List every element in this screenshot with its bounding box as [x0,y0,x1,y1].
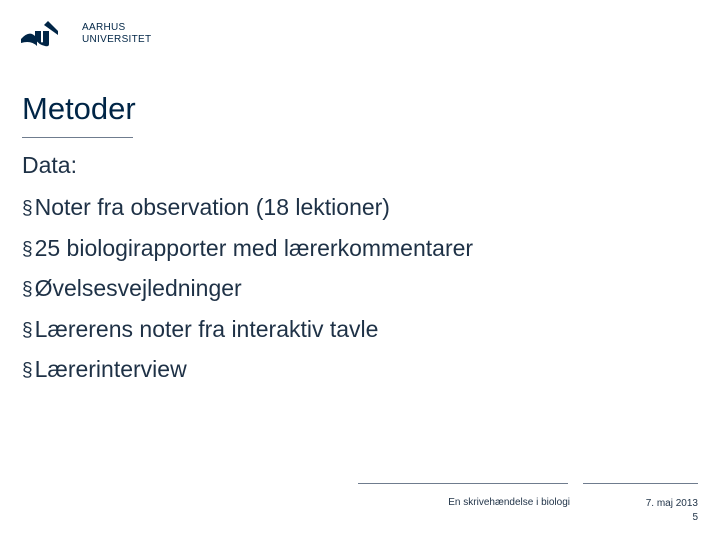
data-label: Data: [22,152,77,178]
title-divider [22,137,133,138]
bullet-item [22,269,473,310]
university-logo-icon [20,21,58,47]
bullet-mark: § [22,279,33,300]
bullet-text: 25 biologirapporter med lærerkommentarer [34,234,474,261]
footer-meta [646,497,698,525]
bullet-mark: § [22,319,33,341]
footer-caption: En skrivehændelse i biologi [448,497,570,508]
bullet-item [22,188,473,229]
footer-date: 7. maj 2013 [645,498,698,509]
bullet-item [22,310,473,351]
bullet-item [22,229,473,270]
logo-line-2: UNIVERSITET [82,34,152,45]
aarhus-university-logo [20,18,150,58]
bullet-mark: § [22,198,33,219]
bullet-text: Øvelsesvejledninger [34,275,242,301]
page-number: 5 [692,512,698,523]
bullet-item [22,350,473,391]
bullet-list [22,188,473,391]
bullet-text: Lærerinterview [34,356,187,382]
bullet-mark: § [22,238,33,260]
slide-content [22,148,473,391]
bullet-text: Noter fra observation (18 lektioner) [34,194,390,220]
footer-divider-right [583,483,698,484]
slide-title: Metoder [22,91,136,126]
logo-text [82,22,151,46]
logo-line-1: AARHUS [82,22,126,33]
bullet-mark: § [22,360,33,381]
bullet-text: Lærerens noter fra interaktiv tavle [34,315,379,342]
footer-divider-left [358,483,568,484]
